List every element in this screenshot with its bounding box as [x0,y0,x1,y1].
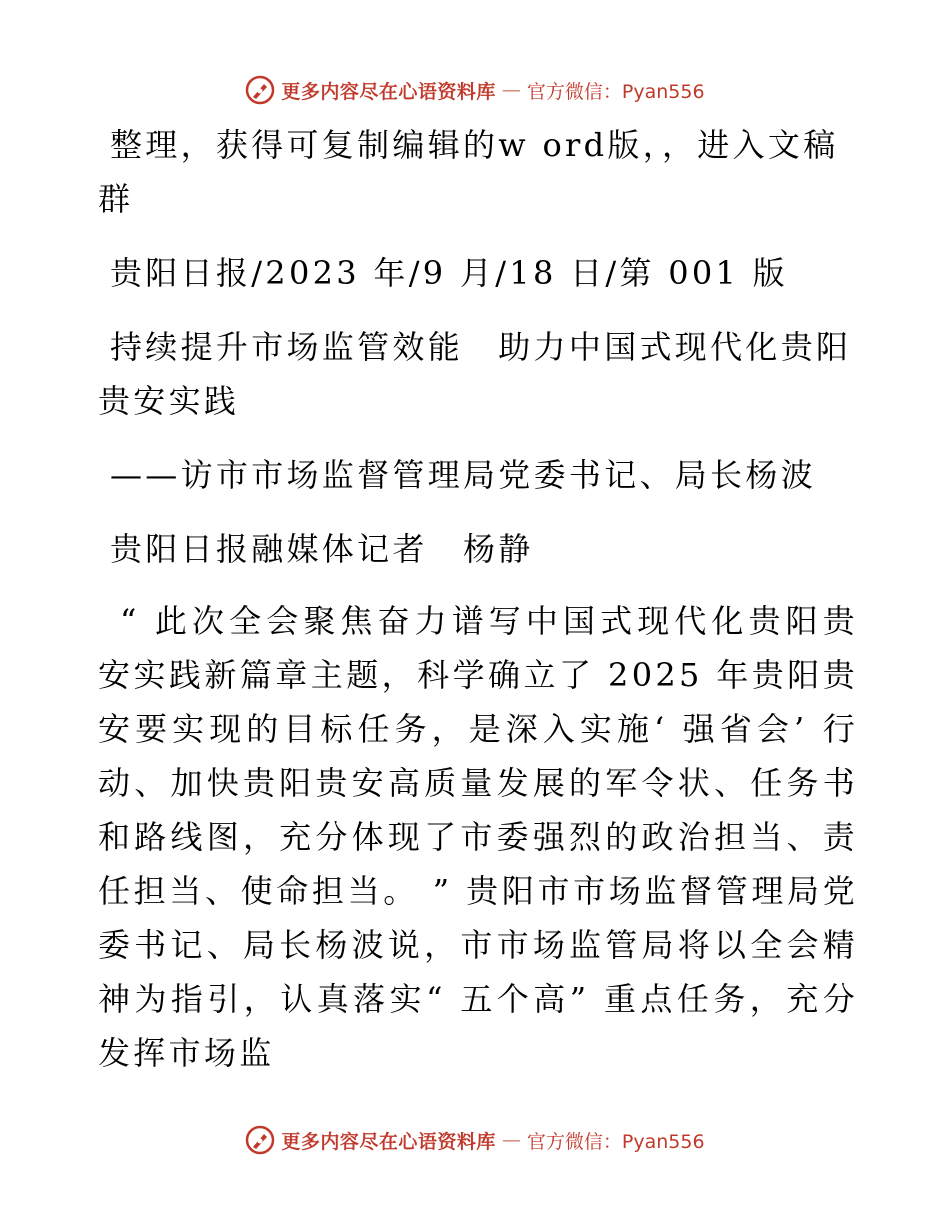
banner-text: 更多内容尽在心语资料库 [281,80,496,103]
pen-circle-icon [245,75,275,105]
banner-wechat: 官方微信：Pyan556 [526,80,705,103]
document-body [98,118,858,1080]
pen-circle-icon [245,1125,275,1155]
subheadline: ——访市市场监督管理局党委书记、局长杨波 [110,456,817,494]
banner-text: 更多内容尽在心语资料库 [281,1130,496,1153]
banner-wechat: 官方微信：Pyan556 [526,1130,705,1153]
footer-watermark-banner [0,1120,950,1160]
body-paragraph: “ 此次全会聚焦奋力谱写中国式现代化贵阳贵安实践新篇章主题，科学确立了 2025 年贵阳贵安要实现的目标任务，是深入实施‘ 强省会’ 行动、加快贵阳贵安高质量发展的军令状、任务书和路线图，充分体现了市委强烈的政治担当、责任担当、使命担当。 ” 贵阳市市场监督管理局党委书记、局长杨波说，市市场监管局将以全会精神为指引，认真落实“ 五个高” 重点任务，充分发挥市场监 [98,602,858,1072]
header-watermark-banner [0,70,950,110]
byline: 贵阳日报融媒体记者 杨静 [110,530,534,568]
dateline: 贵阳日报/2023 年/9 月/18 日/第 001 版 [110,254,788,292]
banner-separator: — [501,79,521,101]
banner-separator: — [501,1129,521,1151]
headline: 持续提升市场监管效能 助力中国式现代化贵阳贵安实践 [98,328,852,420]
intro-line: 整理，获得可复制编辑的w ord版，，进入文稿群 [98,126,839,218]
